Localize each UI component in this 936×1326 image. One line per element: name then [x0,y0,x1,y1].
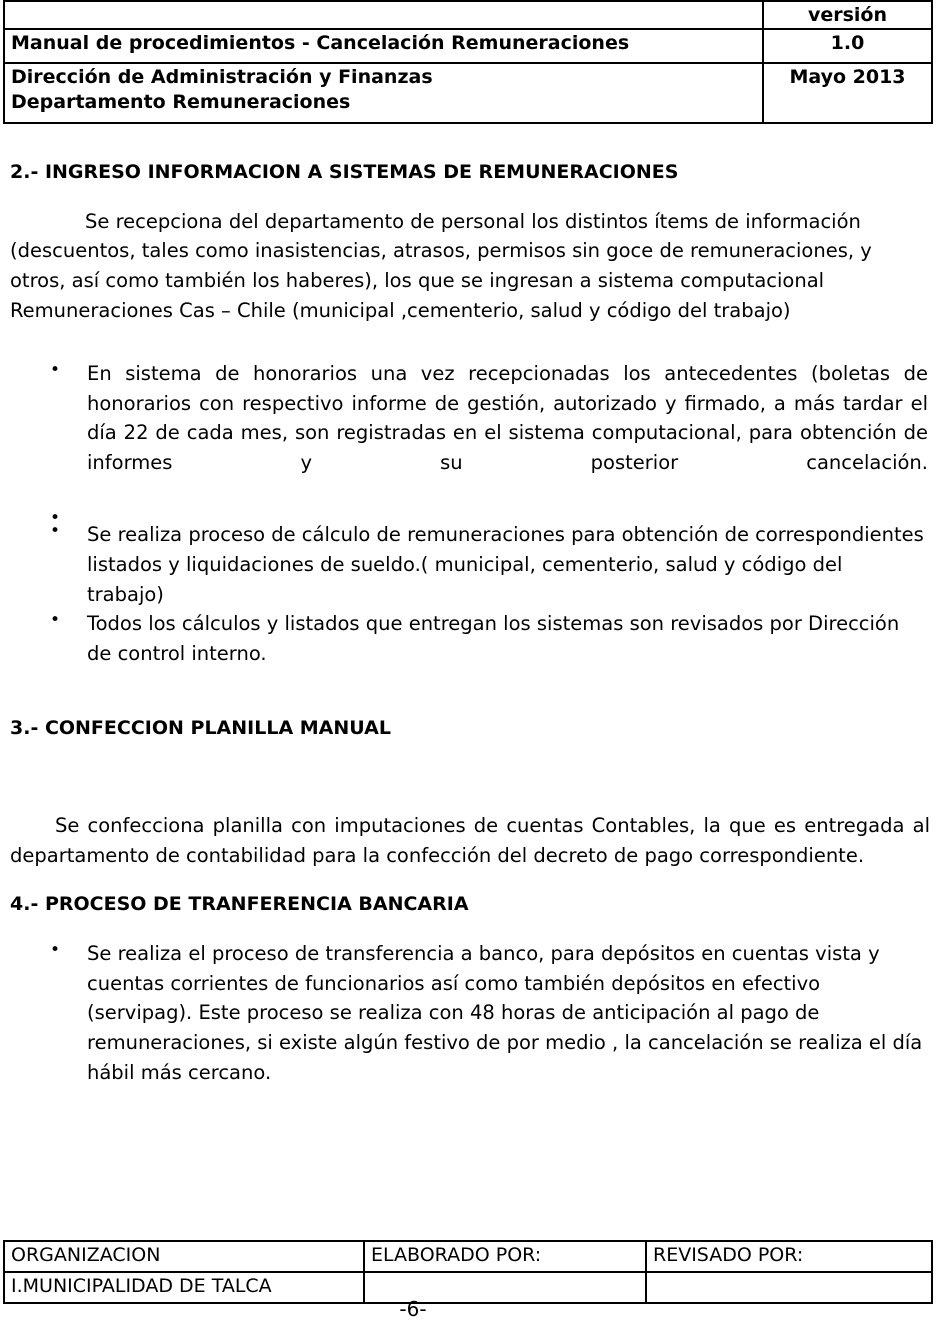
spacer [0,325,936,359]
document-footer-table [3,1240,933,1304]
list-item: • Se realiza proceso de cálculo de remuneraciones para obtención de correspondientes listados y liquidaciones de sueldo.( municipal, cementerio, salud y código del trabajo) [0,520,936,609]
section-3-heading: 3.- CONFECCION PLANILLA MANUAL [10,717,391,740]
spacer [0,185,936,207]
header-cell-version-number: 1.0 [763,29,932,63]
document-body [0,112,936,1087]
header-row-title [4,29,932,63]
header-cell-manual-title: Manual de procedimientos - Cancelación Remuneraciones [4,29,763,63]
header-cell-date: Mayo 2013 [763,63,932,123]
footer-header-revisado-por: REVISADO POR: [646,1241,932,1272]
footer-header-organizacion: ORGANIZACION [4,1241,364,1272]
list-item: • Todos los cálculos y listados que entregan los sistemas son revisados por Dirección de control interno. [0,609,936,668]
header-department-line2: Departamento Remuneraciones [11,90,351,113]
spacer [0,789,936,811]
spacer [0,741,936,789]
list-item: • Se realiza el proceso de transferencia a banco, para depósitos en cuentas vista y cuentas corrientes de funcionarios así como también depósitos en efectivo (servipag). Este proceso se realiza con 48 horas de anticipación al pago de remuneraciones, si existe algún festivo de por medio , la cancelación se realiza el día hábil más cercano. [0,939,936,1087]
spacer [0,870,936,892]
spacer [0,668,936,716]
spacer [0,507,936,520]
footer-header-elaborado-por: ELABORADO POR: [364,1241,646,1272]
section-4-bullet-list [0,939,936,1087]
footer-value-organizacion: I.MUNICIPALIDAD DE TALCA [4,1272,364,1303]
header-row-version [4,1,932,29]
header-cell-version-label: versión [763,1,932,29]
section-2-heading: 2.- INGRESO INFORMACION A SISTEMAS DE REMUNERACIONES [10,161,679,183]
section-2-paragraph: Se recepciona del departamento de personal los distintos ítems de información (descuentos, tales como inasistencias, atrasos, permisos sin goce de remuneraciones, y otros, así como también los haberes), los que se ingresan a sistema computacional Remuneraciones Cas – Chile (municipal ,cementerio, salud y código del trabajo) [10,209,872,322]
section-4-heading: 4.- PROCESO DE TRANFERENCIA BANCARIA [10,893,469,916]
document-header-table [3,0,933,124]
page-number: -6- [399,1297,427,1321]
section-2-bullet-list [0,359,936,668]
list-item: • En sistema de honorarios una vez recepcionadas los antecedentes (boletas de honorarios con respectivo informe de gestión, autorizado y firmado, a más tardar el día 22 de cada mes, son registradas en el sistema computacional, para obtención de informes y su posterior cancelación. [0,359,936,507]
header-cell-empty [4,1,763,29]
section-3-paragraph: Se confecciona planilla con imputaciones de cuentas Contables, la que es entregada al departamento de contabilidad para la confección del decreto de pago correspondiente. [10,814,930,867]
spacer [0,112,936,160]
header-department-line1: Dirección de Administración y Finanzas [11,66,433,89]
footer-header-row [4,1241,932,1272]
spacer [0,917,936,939]
